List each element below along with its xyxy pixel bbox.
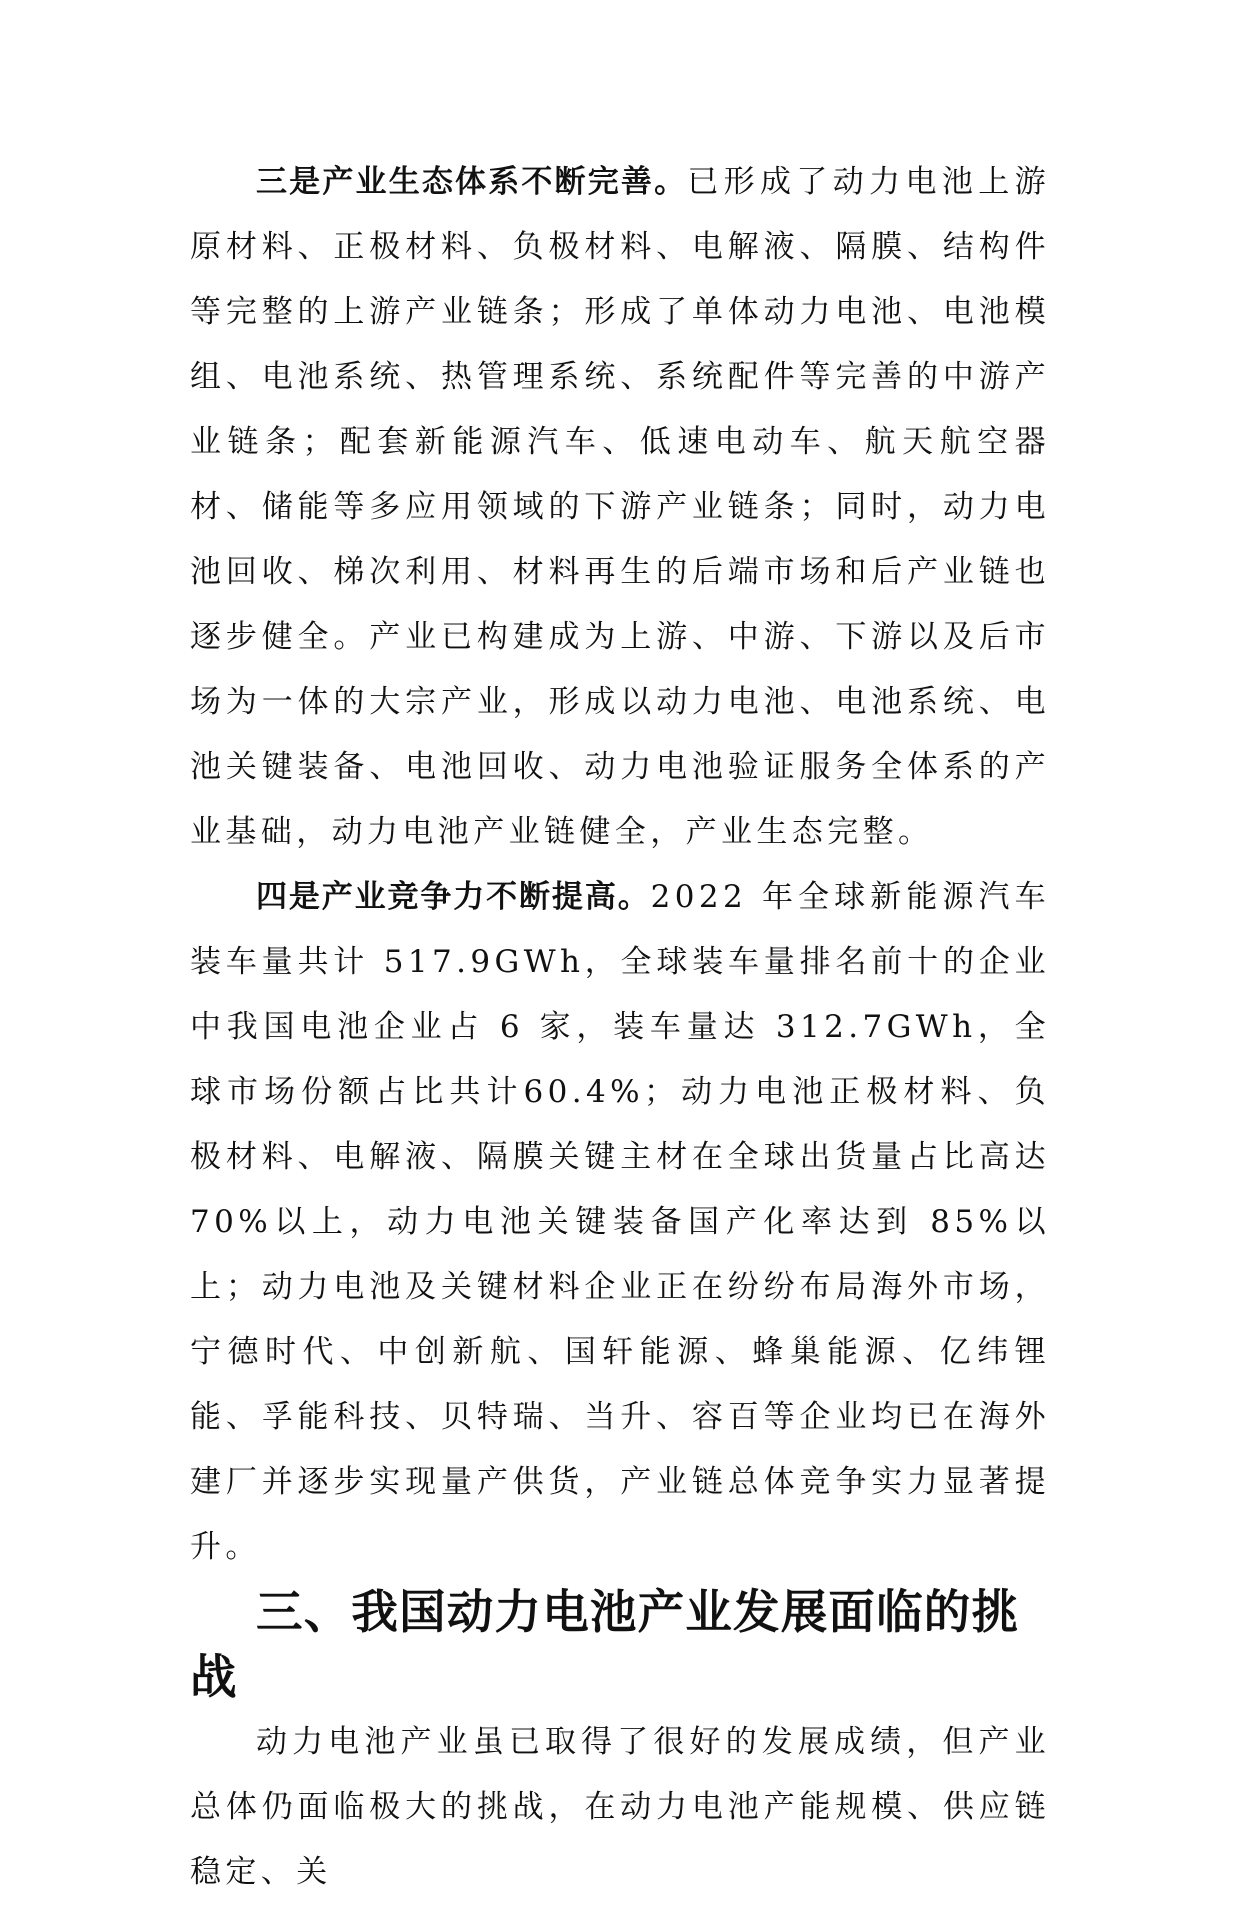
paragraph-competitiveness bbox=[190, 865, 1050, 1580]
paragraph-ecosystem bbox=[190, 150, 1050, 865]
paragraph-body: 2022 年全球新能源汽车装车量共计 517.9GWh，全球装车量排名前十的企业中我国电池企业占 6 家，装车量达 312.7GWh，全球市场份额占比共计60.4%；动力电池正极材料、负极材料、电解液、隔膜关键主材在全球出货量占比高达 70%以上，动力电池关键装备国产化率达到 85%以上；动力电池及关键材料企业正在纷纷布局海外市场，宁德时代、中创新航、国轩能源、蜂巢能源、亿纬锂能、孚能科技、贝特瑞、当升、容百等企业均已在海外建厂并逐步实现量产供货，产业链总体竞争实力显著提升。 bbox=[190, 879, 1050, 1565]
paragraph-lead: 四是产业竞争力不断提高。 bbox=[256, 879, 651, 915]
section-heading: 三、我国动力电池产业发展面临的挑战 bbox=[190, 1585, 1020, 1704]
paragraph-body: 已形成了动力电池上游原材料、正极材料、负极材料、电解液、隔膜、结构件等完整的上游产业链条；形成了单体动力电池、电池模组、电池系统、热管理系统、系统配件等完善的中游产业链条；配套新能源汽车、低速电动车、航天航空器材、储能等多应用领域的下游产业链条；同时，动力电池回收、梯次利用、材料再生的后端市场和后产业链也逐步健全。产业已构建成为上游、中游、下游以及后市场为一体的大宗产业，形成以动力电池、电池系统、电池关键装备、电池回收、动力电池验证服务全体系的产业基础，动力电池产业链健全，产业生态完整。 bbox=[190, 164, 1050, 850]
paragraph-lead: 三是产业生态体系不断完善。 bbox=[256, 164, 688, 200]
document-page bbox=[190, 150, 1050, 1905]
paragraph-challenges: 动力电池产业虽已取得了很好的发展成绩，但产业总体仍面临极大的挑战，在动力电池产能规模、供应链稳定、关 bbox=[190, 1724, 1050, 1890]
